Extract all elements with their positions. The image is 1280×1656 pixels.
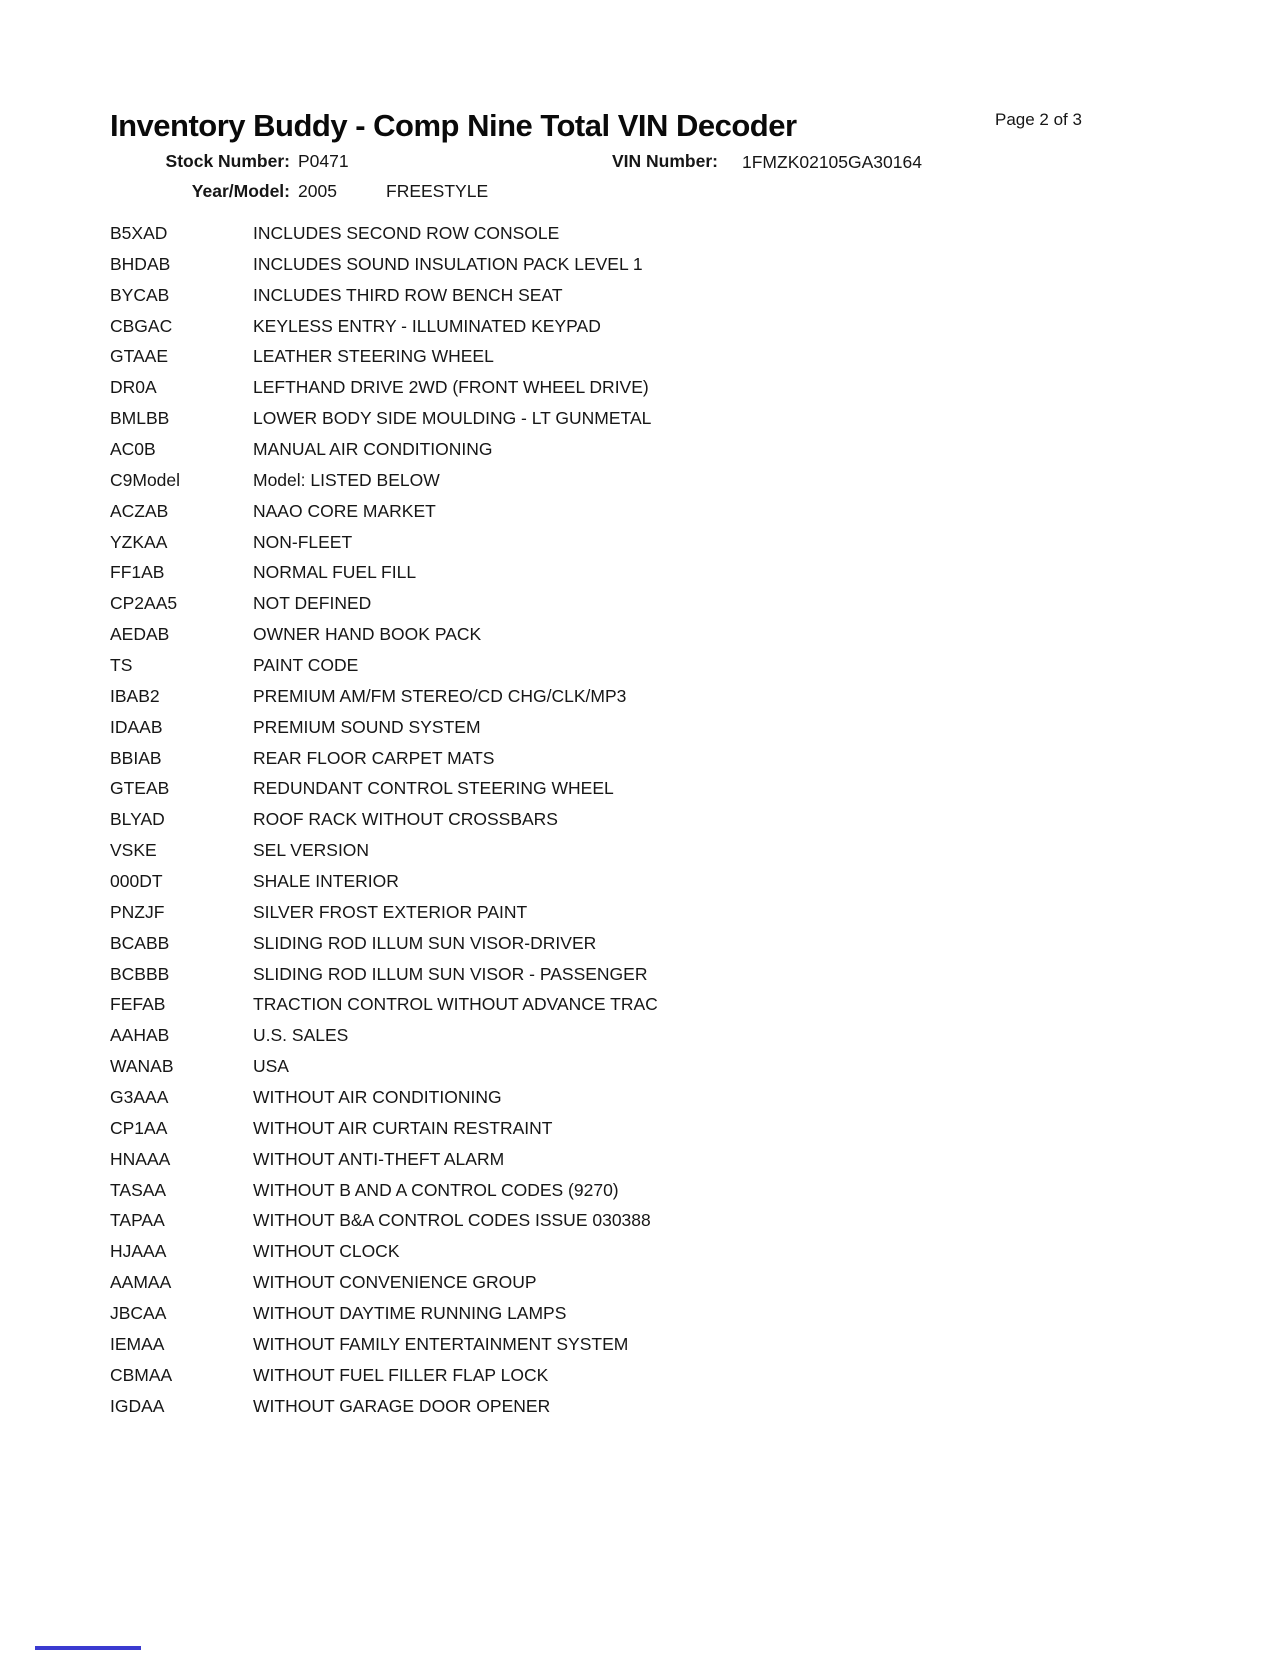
- year-model-label: Year/Model:: [191, 181, 290, 201]
- option-row: [110, 1360, 1190, 1391]
- option-row: [110, 465, 1190, 496]
- option-row: [110, 218, 1190, 249]
- stock-number-value: P0471: [298, 151, 349, 171]
- option-description: SHALE INTERIOR: [253, 870, 399, 891]
- option-description: LOWER BODY SIDE MOULDING - LT GUNMETAL: [253, 408, 652, 429]
- option-row: [110, 1298, 1190, 1329]
- option-code: 000DT: [110, 870, 163, 891]
- option-description: INCLUDES SOUND INSULATION PACK LEVEL 1: [253, 253, 643, 274]
- option-description: WITHOUT FAMILY ENTERTAINMENT SYSTEM: [253, 1333, 629, 1354]
- option-code: FF1AB: [110, 562, 165, 583]
- option-row: [110, 311, 1190, 342]
- option-row: [110, 835, 1190, 866]
- option-row: [110, 712, 1190, 743]
- option-row: [110, 341, 1190, 372]
- option-row: [110, 743, 1190, 774]
- option-code: HNAAA: [110, 1148, 171, 1169]
- option-row: [110, 650, 1190, 681]
- option-code: IBAB2: [110, 685, 160, 706]
- option-row: [110, 1206, 1190, 1237]
- option-description: WITHOUT DAYTIME RUNNING LAMPS: [253, 1303, 567, 1323]
- footer-link-fragment: [35, 1646, 141, 1650]
- option-description: WITHOUT FUEL FILLER FLAP LOCK: [253, 1364, 549, 1385]
- stock-number-label: Stock Number:: [165, 151, 290, 171]
- option-code: BBIAB: [110, 747, 162, 768]
- option-description: WITHOUT B&A CONTROL CODES ISSUE 030388: [253, 1210, 651, 1231]
- option-description: WITHOUT AIR CONDITIONING: [253, 1086, 502, 1107]
- vin-number-value: 1FMZK02105GA30164: [742, 152, 922, 172]
- option-row: [110, 372, 1190, 403]
- option-code: IEMAA: [110, 1333, 165, 1354]
- option-code: HJAAA: [110, 1241, 167, 1262]
- option-description: OWNER HAND BOOK PACK: [253, 624, 482, 645]
- option-row: [110, 280, 1190, 311]
- option-description: SILVER FROST EXTERIOR PAINT: [253, 901, 528, 922]
- option-code: B5XAD: [110, 222, 168, 243]
- option-code: BCBBB: [110, 963, 170, 984]
- vin-number-label: VIN Number:: [612, 151, 718, 171]
- option-description: PREMIUM SOUND SYSTEM: [253, 716, 481, 737]
- option-description: WITHOUT AIR CURTAIN RESTRAINT: [253, 1117, 553, 1138]
- option-row: [110, 1175, 1190, 1206]
- option-row: [110, 619, 1190, 650]
- option-row: [110, 1236, 1190, 1267]
- option-row: [110, 1113, 1190, 1144]
- option-row: [110, 866, 1190, 897]
- option-code: AEDAB: [110, 624, 170, 645]
- option-description: INCLUDES SECOND ROW CONSOLE: [253, 222, 560, 243]
- option-description: SLIDING ROD ILLUM SUN VISOR-DRIVER: [253, 932, 597, 953]
- option-row: [110, 588, 1190, 619]
- option-description: NAAO CORE MARKET: [253, 500, 436, 521]
- option-code: G3AAA: [110, 1086, 169, 1107]
- option-code: AAMAA: [110, 1272, 172, 1293]
- option-code: BMLBB: [110, 408, 170, 429]
- option-row: [110, 496, 1190, 527]
- option-code: GTEAB: [110, 778, 170, 799]
- option-row: [110, 681, 1190, 712]
- option-description: Model: LISTED BELOW: [253, 469, 440, 490]
- option-code: BYCAB: [110, 284, 170, 305]
- model-value: FREESTYLE: [386, 181, 489, 201]
- vin-options-list: [110, 218, 1190, 1422]
- option-description: REAR FLOOR CARPET MATS: [253, 747, 495, 768]
- option-description: TRACTION CONTROL WITHOUT ADVANCE TRAC: [253, 994, 658, 1015]
- option-code: YZKAA: [110, 531, 168, 552]
- option-description: INCLUDES THIRD ROW BENCH SEAT: [253, 284, 563, 305]
- option-description: USA: [253, 1056, 289, 1077]
- option-description: WITHOUT CLOCK: [253, 1241, 400, 1262]
- option-description: NOT DEFINED: [253, 593, 372, 614]
- option-description: SLIDING ROD ILLUM SUN VISOR - PASSENGER: [253, 963, 648, 984]
- option-code: AC0B: [110, 438, 156, 459]
- option-description: U.S. SALES: [253, 1025, 349, 1046]
- option-code: CP1AA: [110, 1117, 168, 1138]
- option-code: TS: [110, 654, 133, 675]
- option-row: [110, 434, 1190, 465]
- option-code: BLYAD: [110, 809, 165, 830]
- option-code: BCABB: [110, 932, 170, 953]
- option-code: TASAA: [110, 1179, 167, 1200]
- page-title: Inventory Buddy - Comp Nine Total VIN Decoder: [110, 108, 797, 143]
- option-description: PREMIUM AM/FM STEREO/CD CHG/CLK/MP3: [253, 685, 627, 706]
- option-description: NORMAL FUEL FILL: [253, 562, 417, 583]
- option-code: CBMAA: [110, 1364, 173, 1385]
- option-code: AAHAB: [110, 1025, 170, 1046]
- option-row: [110, 1082, 1190, 1113]
- option-description: WITHOUT GARAGE DOOR OPENER: [253, 1395, 551, 1416]
- option-code: CP2AA5: [110, 593, 178, 614]
- option-code: BHDAB: [110, 253, 171, 274]
- option-description: WITHOUT B AND A CONTROL CODES (9270): [253, 1179, 619, 1200]
- option-description: MANUAL AIR CONDITIONING: [253, 438, 493, 459]
- option-code: FEFAB: [110, 994, 166, 1015]
- option-row: [110, 1267, 1190, 1298]
- option-row: [110, 557, 1190, 588]
- option-code: WANAB: [110, 1056, 174, 1077]
- option-description: ROOF RACK WITHOUT CROSSBARS: [253, 809, 558, 830]
- option-code: DR0A: [110, 377, 157, 398]
- option-description: SEL VERSION: [253, 840, 370, 861]
- option-code: ACZAB: [110, 500, 169, 521]
- option-code: PNZJF: [110, 901, 165, 922]
- option-row: [110, 1391, 1190, 1422]
- option-row: [110, 989, 1190, 1020]
- option-description: WITHOUT ANTI-THEFT ALARM: [253, 1148, 505, 1169]
- option-code: CBGAC: [110, 315, 173, 336]
- option-row: [110, 1020, 1190, 1051]
- option-row: [110, 249, 1190, 280]
- option-code: VSKE: [110, 840, 157, 861]
- option-description: PAINT CODE: [253, 654, 359, 675]
- option-row: [110, 959, 1190, 990]
- option-row: [110, 1329, 1190, 1360]
- option-code: TAPAA: [110, 1210, 165, 1231]
- option-row: [110, 804, 1190, 835]
- option-description: NON-FLEET: [253, 531, 353, 552]
- option-description: KEYLESS ENTRY - ILLUMINATED KEYPAD: [253, 315, 601, 336]
- option-row: [110, 403, 1190, 434]
- option-code: C9Model: [110, 469, 181, 490]
- option-description: LEFTHAND DRIVE 2WD (FRONT WHEEL DRIVE): [253, 377, 649, 398]
- option-code: IDAAB: [110, 716, 163, 737]
- option-row: [110, 773, 1190, 804]
- option-row: [110, 1144, 1190, 1175]
- option-description: REDUNDANT CONTROL STEERING WHEEL: [253, 778, 614, 799]
- option-code: IGDAA: [110, 1395, 165, 1416]
- page-number: Page 2 of 3: [995, 110, 1082, 129]
- option-description: WITHOUT CONVENIENCE GROUP: [253, 1272, 537, 1293]
- option-row: [110, 527, 1190, 558]
- option-row: [110, 928, 1190, 959]
- option-description: LEATHER STEERING WHEEL: [253, 346, 494, 367]
- option-code: JBCAA: [110, 1303, 167, 1323]
- option-code: GTAAE: [110, 346, 169, 367]
- option-row: [110, 897, 1190, 928]
- year-value: 2005: [298, 181, 337, 201]
- option-row: [110, 1051, 1190, 1082]
